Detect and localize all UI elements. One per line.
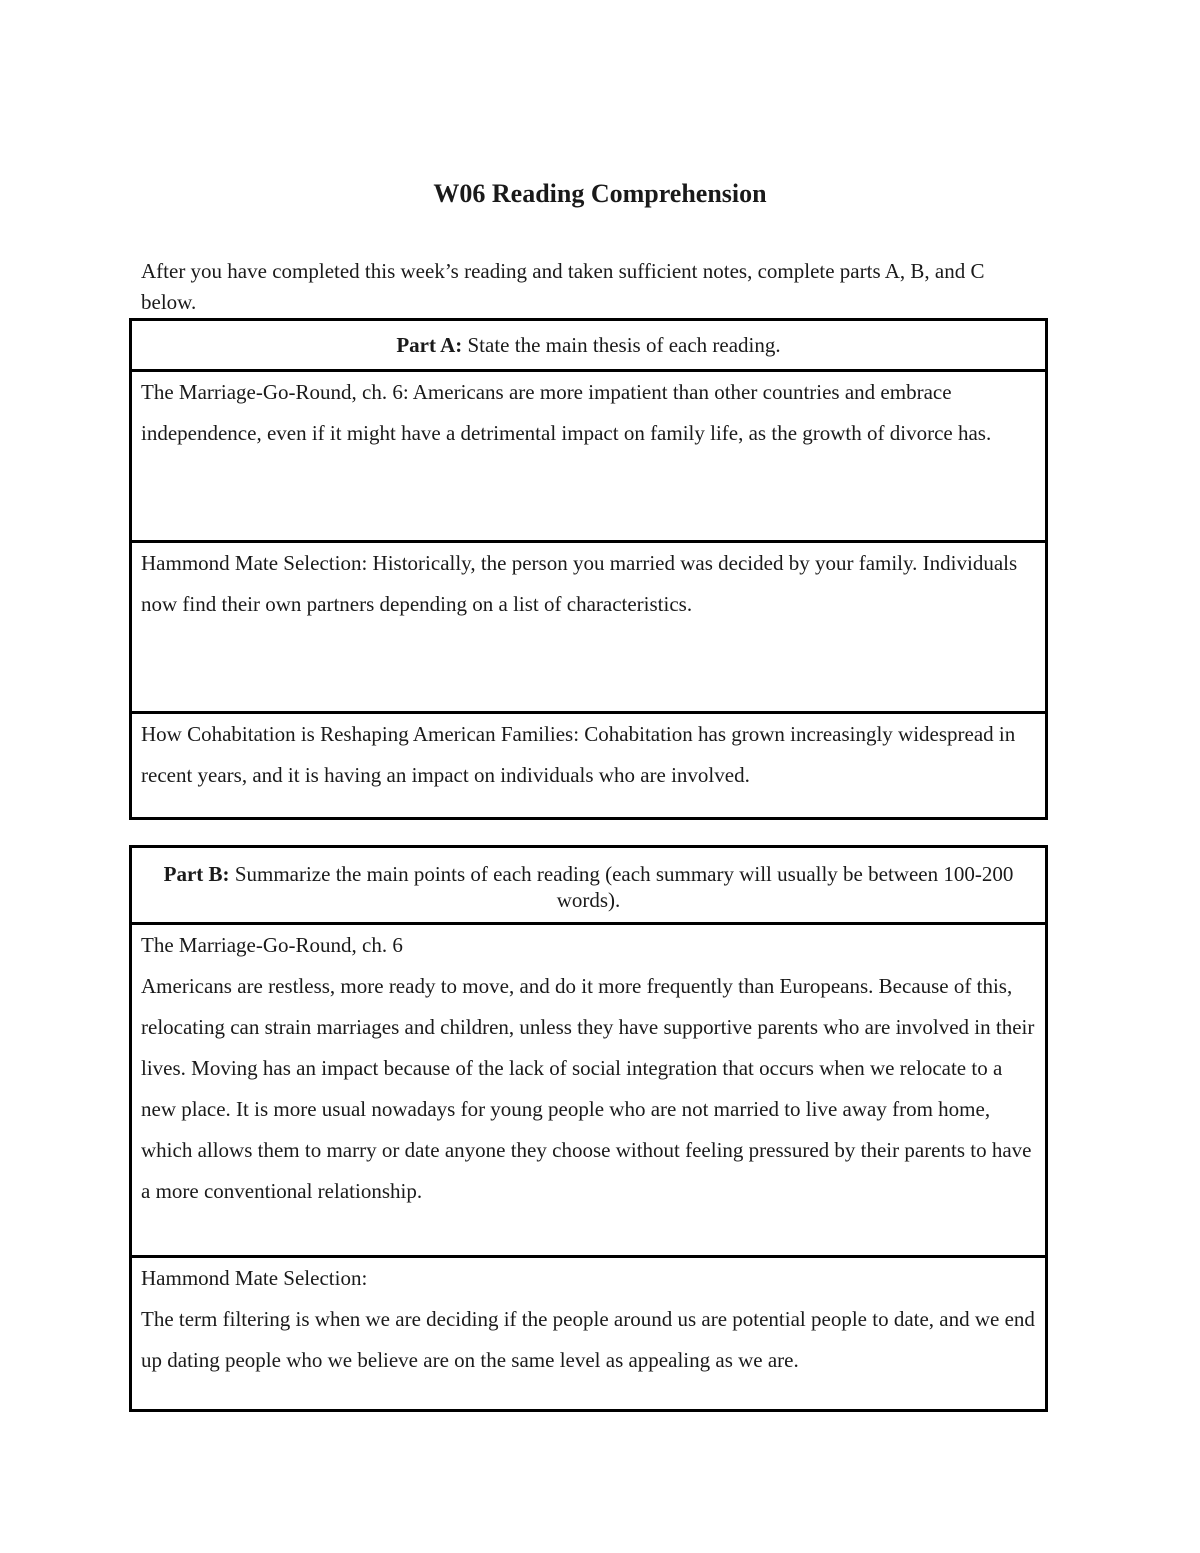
part-b-row-marriage-go-round (131, 924, 1047, 1257)
part-a-table (129, 318, 1048, 820)
part-a-row-hammond: Hammond Mate Selection: Historically, the person you married was decided by your family. Individuals now find their own partners depending on a list of characteristics. (131, 542, 1047, 713)
part-b-row-heading: Hammond Mate Selection: (141, 1266, 368, 1290)
document-title: W06 Reading Comprehension (433, 179, 767, 208)
part-a-row-cohabitation: How Cohabitation is Reshaping American Families: Cohabitation has grown increasingly widespread in recent years, and it is having an impact on individuals who are involved. (131, 713, 1047, 819)
part-b-instruction: Summarize the main points of each reading (each summary will usually be between 100-200 words). (234, 862, 1014, 912)
part-a-header (131, 320, 1047, 371)
part-b-table (129, 845, 1048, 1412)
intro-paragraph: After you have completed this week’s reading and taken sufficient notes, complete parts A, B, and C below. (141, 259, 985, 314)
part-a-label: Part A: (396, 333, 463, 357)
part-b-label: Part B: (163, 862, 230, 886)
part-b-row-hammond (131, 1257, 1047, 1411)
part-b-header (131, 847, 1047, 924)
part-a-instruction: State the main thesis of each reading. (467, 333, 781, 357)
part-b-row-summary: Americans are restless, more ready to move, and do it more frequently than Europeans. Because of this, relocating can strain marriages and children, unless they have supportive parents who are involved in their lives. Moving has an impact because of the lack of social integration that occurs when we relocate to a new place. It is more usual nowadays for young people who are not married to live away from home, which allows them to marry or date anyone they choose without feeling pressured by their parents to have a more conventional relationship. (141, 974, 1035, 1203)
part-a-row-marriage-go-round: The Marriage-Go-Round, ch. 6: Americans are more impatient than other countries and embrace independence, even if it might have a detrimental impact on family life, as the growth of divorce has. (131, 371, 1047, 542)
part-b-row-summary: The term filtering is when we are deciding if the people around us are potential people to date, and we end up dating people who we believe are on the same level as appealing as we are. (141, 1307, 1035, 1372)
part-b-row-heading: The Marriage-Go-Round, ch. 6 (141, 933, 403, 957)
